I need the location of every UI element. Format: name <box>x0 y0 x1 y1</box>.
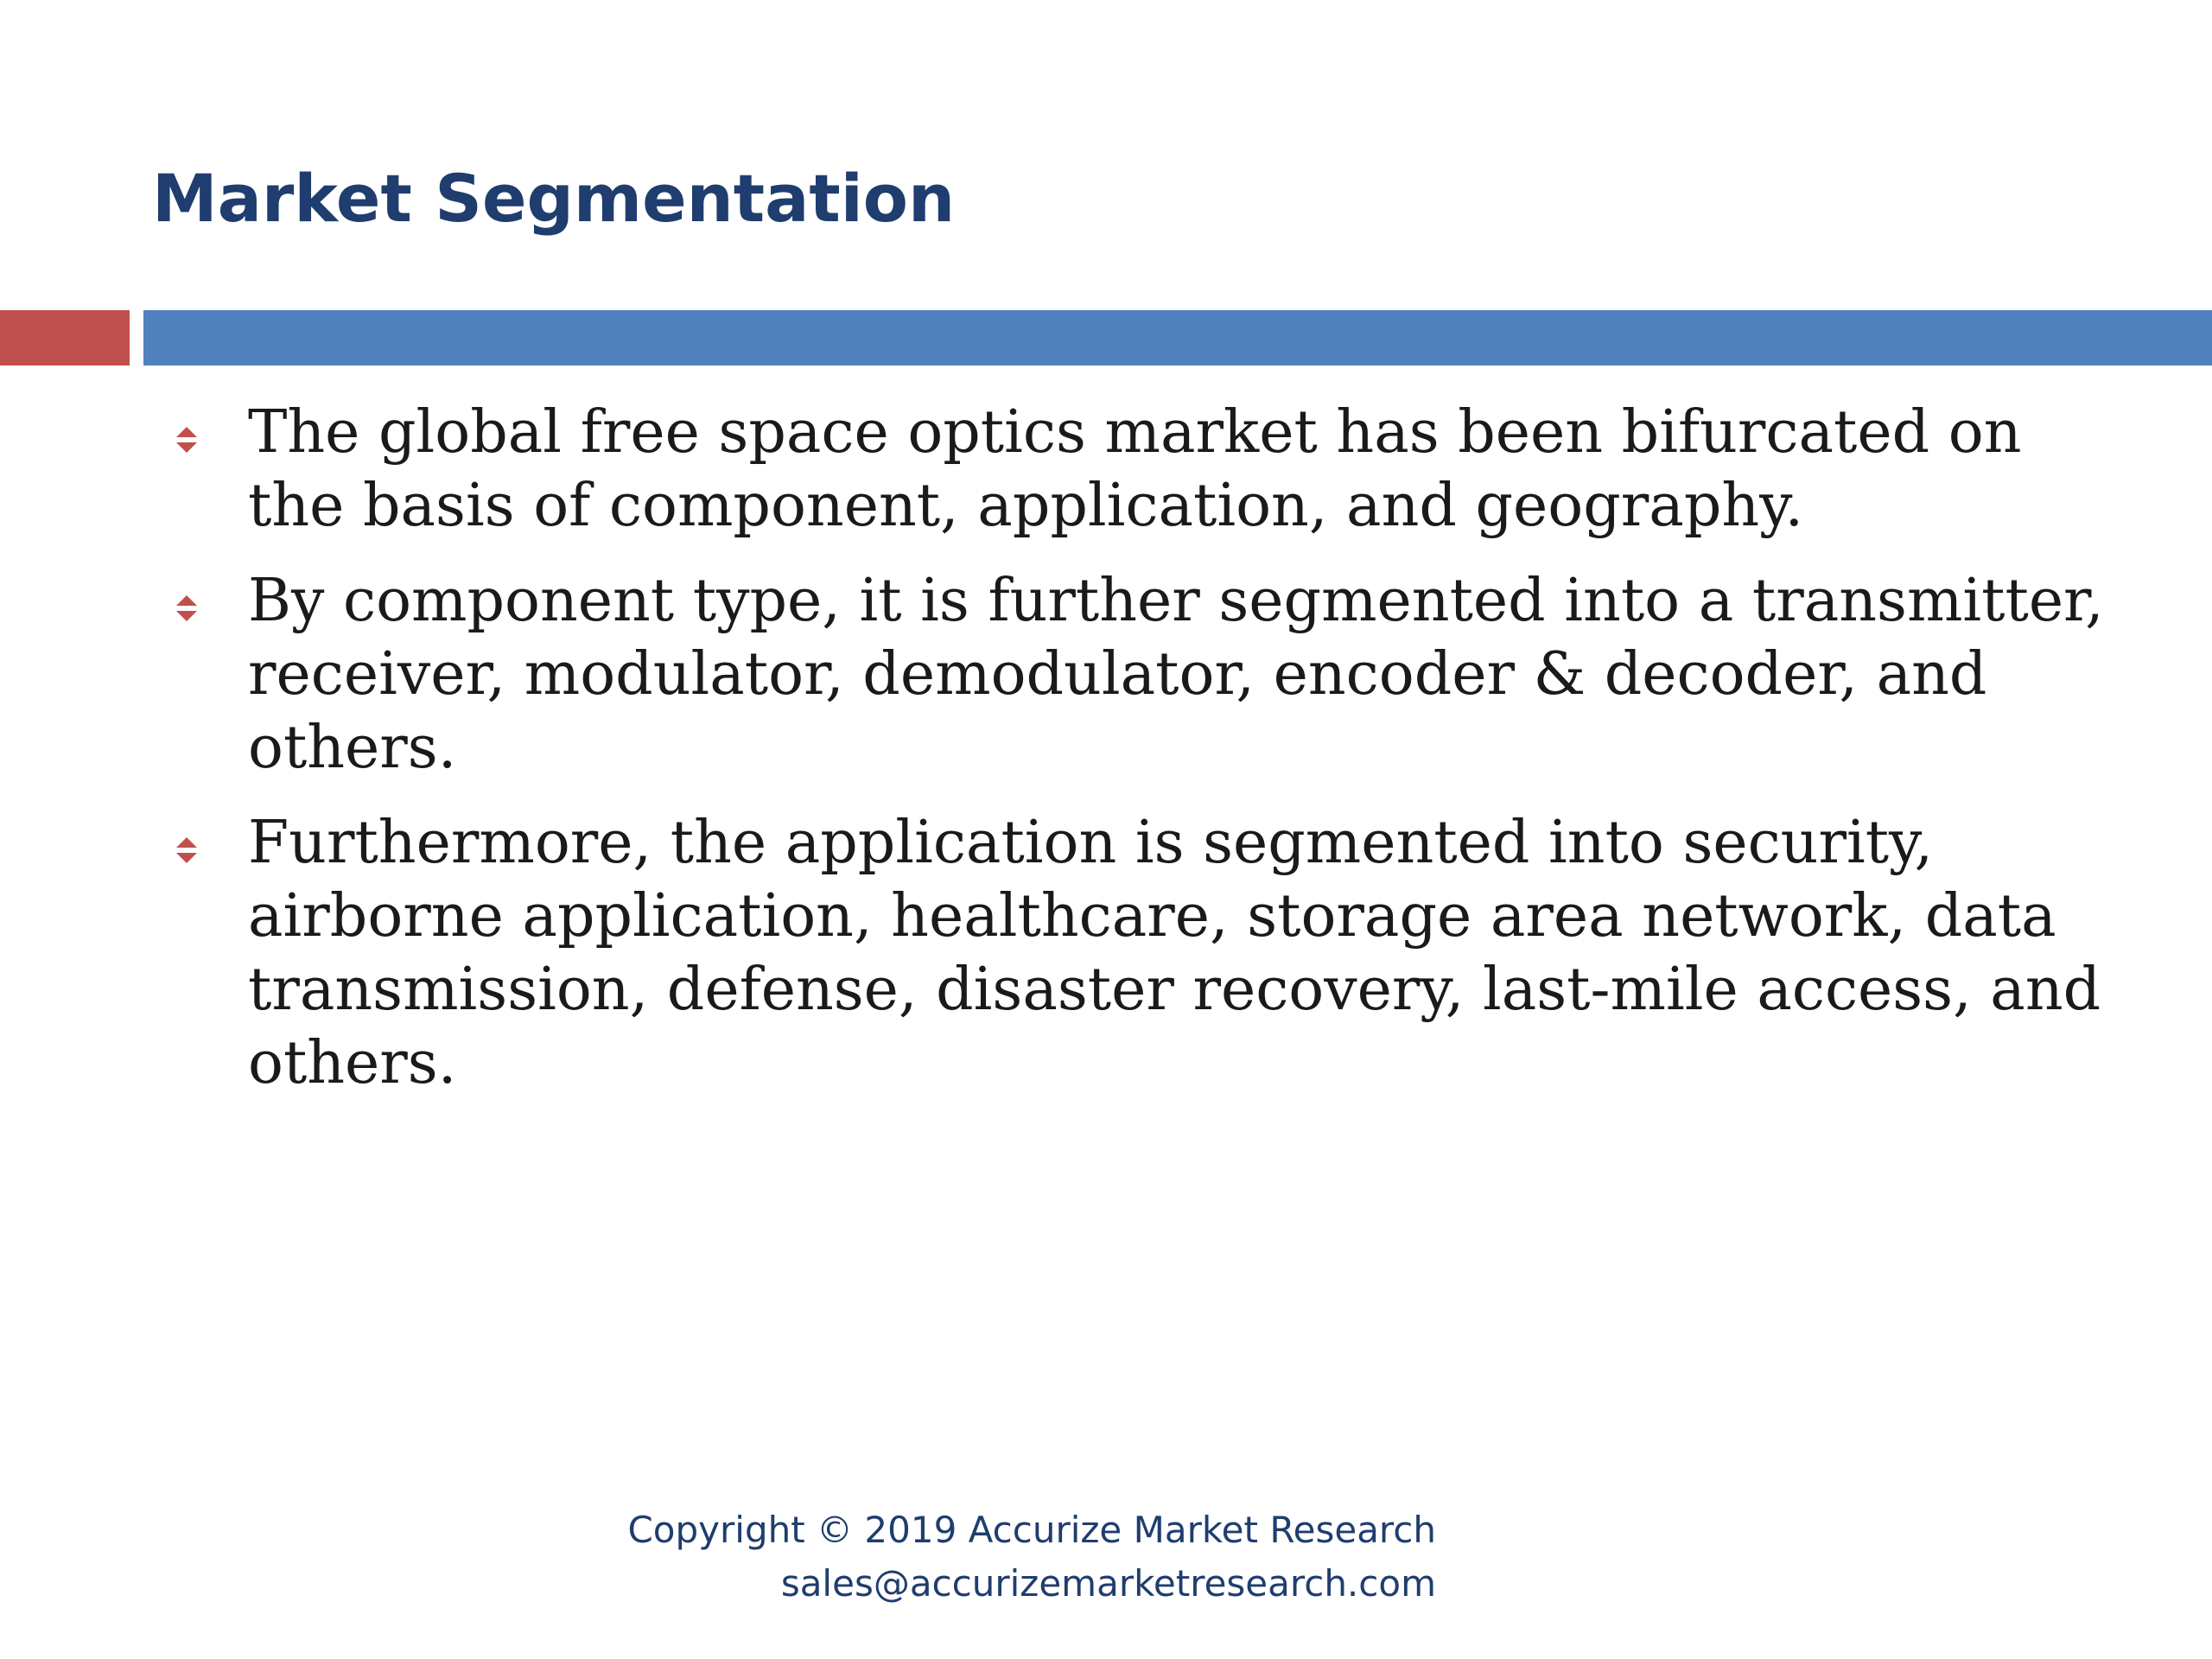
bullet-item <box>168 564 2113 785</box>
footer-email[interactable]: sales@accurizemarketresearch.com <box>780 1562 1436 1605</box>
bullet-item <box>168 396 2113 543</box>
up-down-arrow-icon <box>176 595 197 623</box>
bullet-item <box>168 806 2113 1100</box>
up-down-arrow-icon <box>176 837 197 865</box>
footer <box>627 1503 1436 1611</box>
up-down-arrow-icon <box>176 427 197 454</box>
bullet-list <box>168 396 2113 1122</box>
footer-copyright: Copyright © 2019 Accurize Market Research <box>627 1509 1436 1551</box>
bullet-text: The global free space optics market has been bifurcated on the basis of component, application, and geography. <box>248 398 2022 540</box>
accent-bar-red <box>0 310 130 365</box>
bullet-text: By component type, it is further segmented into a transmitter, receiver, modulator, demodulator, encoder & decoder, and others. <box>248 567 2104 782</box>
bullet-text: Furthermore, the application is segmented into security, airborne application, healthcare, storage area network, data transmission, defense, disaster recovery, last-mile access, and others. <box>248 809 2101 1097</box>
slide-title: Market Segmentation <box>152 160 956 237</box>
accent-bar-blue <box>143 310 2212 365</box>
